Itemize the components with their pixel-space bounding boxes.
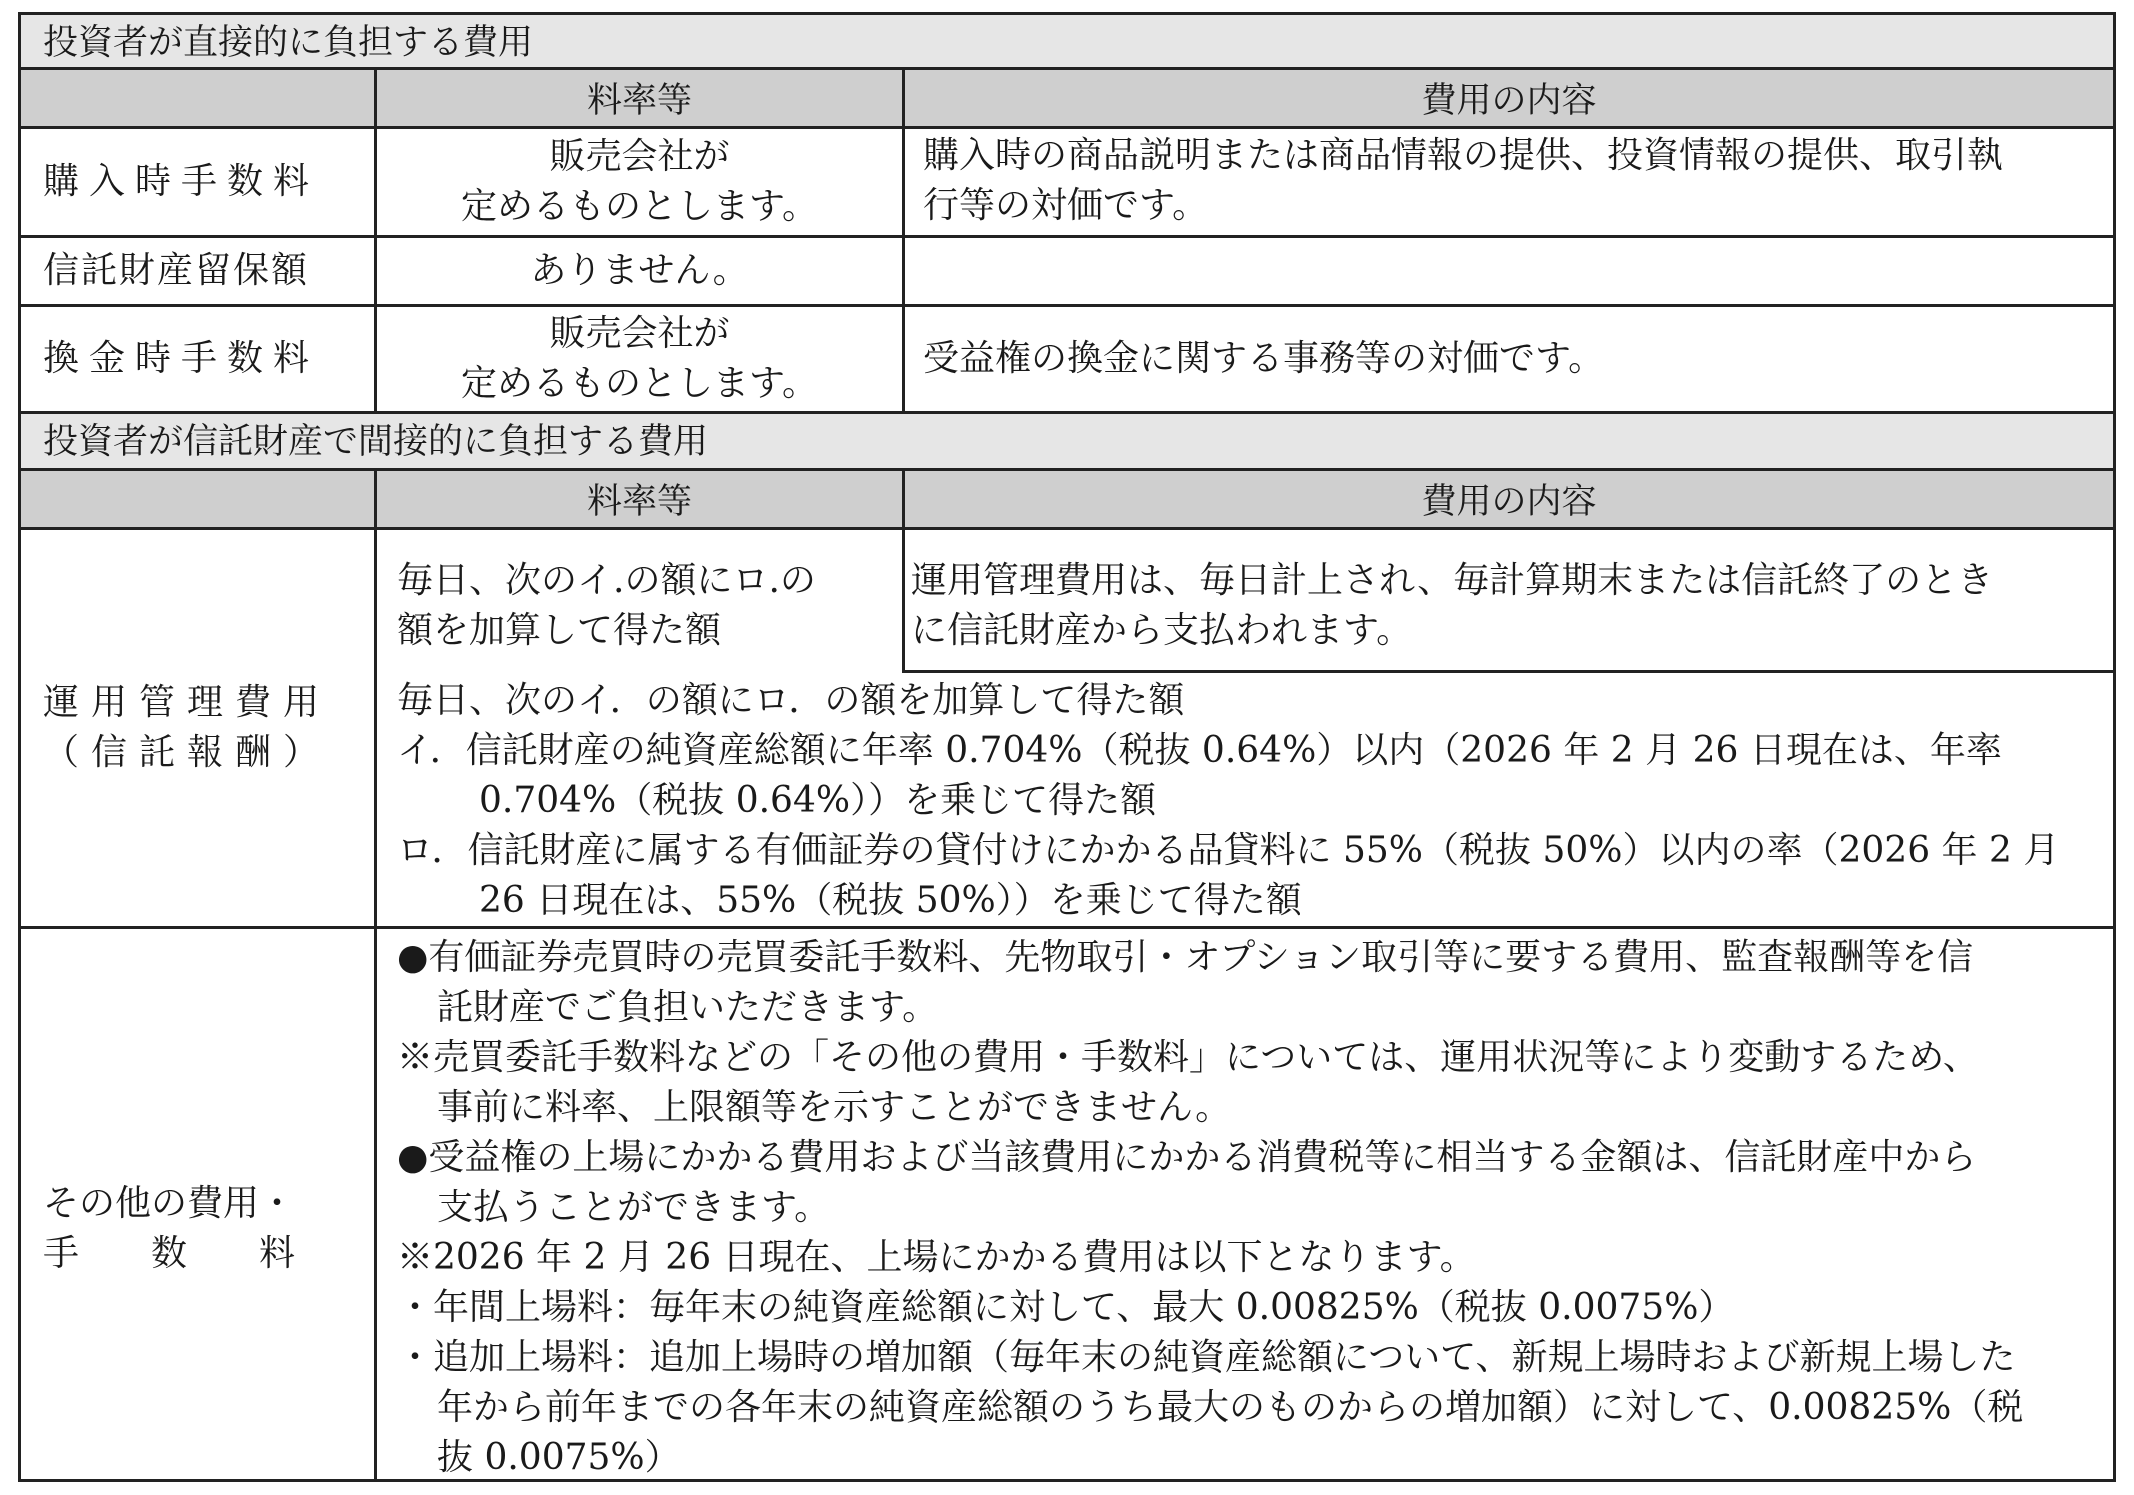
header-content-label: 費用の内容 <box>1421 482 1597 522</box>
row-label-management-fee: 運用管理費用 （信託報酬） <box>43 682 332 773</box>
management-fee-content: 運用管理費用は、毎日計上され、毎計算期末または信託終了のとき に信託財産から支払われます。 <box>902 530 2113 673</box>
header-rate-label: 料率等 <box>586 482 692 522</box>
divider <box>374 70 377 411</box>
trust-reserve-content <box>905 238 2113 304</box>
header-content <box>905 70 2113 126</box>
purchase-fee-rate: 販売会社が 定めるものとします。 <box>460 136 819 227</box>
header-content-label: 費用の内容 <box>1421 81 1597 121</box>
section-title-text: 投資者が信託財産で間接的に負担する費用 <box>43 422 709 462</box>
trust-reserve-rate: ありません。 <box>530 250 749 291</box>
divider <box>902 471 905 527</box>
divider <box>374 471 377 527</box>
header-rate <box>377 471 902 527</box>
section-title-indirect-costs <box>21 414 2113 468</box>
header-content <box>905 471 2113 527</box>
management-fee-rate: 毎日、次のイ.の額にロ.の 額を加算して得た額 <box>397 560 816 651</box>
header-blank-cell <box>21 70 374 126</box>
header-rate-label: 料率等 <box>586 81 692 121</box>
row-label-redemption-fee: 換金時手数料 <box>43 338 320 379</box>
management-fee-detail: 毎日、次のイ．の額にロ．の額を加算して得た額 イ．信託財産の純資産総額に年率 0.704%（税抜 0.64%）以内（2026 年 2 月 26 日現在は、年率 0.704%（税抜 0.64%））を乗じて得た額 ロ．信託財産に属する有価証券の貸付けにかかる品貸料に 55%（税抜 50%）以内の率（2026 年 2 月 26 日現在は、55%（税抜 50%））を乗じて得た額 <box>397 680 2060 921</box>
redemption-fee-rate: 販売会社が 定めるものとします。 <box>460 313 819 404</box>
divider <box>902 70 905 411</box>
other-fees-content: ●有価証券売買時の売買委託手数料、先物取引・オプション取引等に要する費用、監査報酬等を信 託財産でご負担いただきます。 ※売買委託手数料などの「その他の費用・手数料」については、運用状況等により変動するため、 事前に料率、上限額等を示すことができません。 ●受益権の上場にかかる費用および当該費用にかかる消費税等に相当する金額は、信託財産中から 支払うことができます。 ※2026 年 2 月 26 日現在、上場にかかる費用は以下となります。 ・年間上場料：毎年末の純資産総額に対して、最大 0.00825%（税抜 0.0075%） ・追加上場料：追加上場時の増加額（毎年末の純資産総額について、新規上場時および新規上場した 年から前年までの各年末の純資産総額のうち最大のものからの増加額）に対して、0.00825%（税 抜 0.0075%） <box>397 937 2024 1478</box>
header-blank-cell <box>21 471 374 527</box>
header-rate <box>377 70 902 126</box>
purchase-fee-content: 購入時の商品説明または商品情報の提供、投資情報の提供、取引執 行等の対価です。 <box>923 135 2004 226</box>
redemption-fee-content: 受益権の換金に関する事務等の対価です。 <box>923 338 1605 379</box>
section-title-text: 投資者が直接的に負担する費用 <box>43 23 534 63</box>
row-label-purchase-fee: 購入時手数料 <box>43 161 320 202</box>
section-title-direct-costs <box>21 15 2113 67</box>
row-label-other-fees: その他の費用・ 手 数 料 <box>43 1183 296 1274</box>
row-label-trust-reserve: 信託財産留保額 <box>43 250 310 291</box>
